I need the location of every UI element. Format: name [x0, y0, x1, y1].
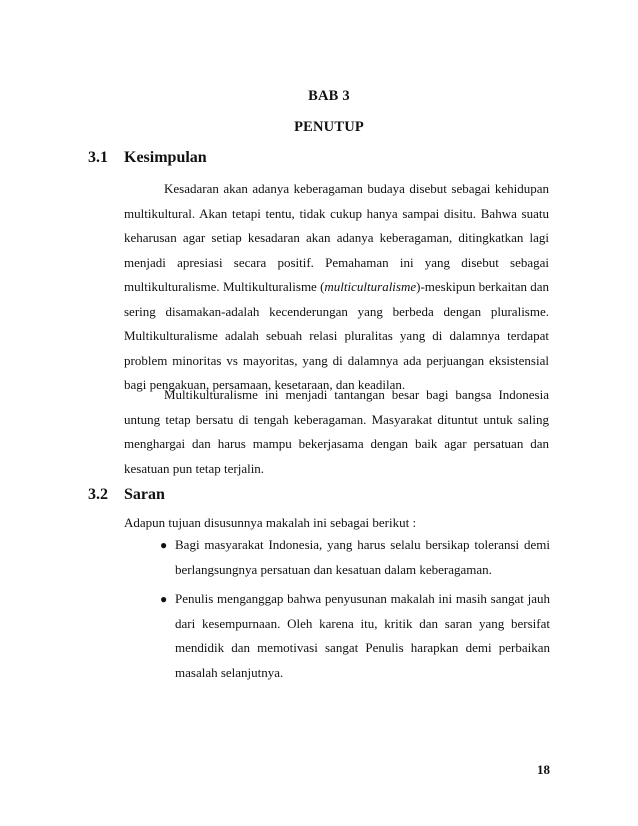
conclusion-p1-text-b: )-meskipun berkaitan dan sering disamakan-adalah kecenderungan yang berbeda dengan pluralisme. Multikulturalisme adalah sebuah relasi pluralitas yang di dalamnya terdapat problem minoritas vs mayoritas, yang di dalamnya ada perjuangan eksistensial bagi pengakuan, persamaan, kesetaraan, dan keadilan. [124, 279, 549, 392]
chapter-title: PENUTUP [294, 119, 364, 135]
bullet-icon: ● [160, 538, 168, 552]
list-item [160, 533, 550, 582]
section-number-saran: 3.2 [88, 486, 108, 503]
conclusion-paragraph-1 [124, 177, 549, 398]
conclusion-paragraph-2: Multikulturalisme ini menjadi tantangan besar bagi bangsa Indonesia untung tetap bersatu di tengah keberagaman. Masyarakat dituntut untuk saling menghargai dan harus mampu bekerjasama dengan baik agar persatuan dan kesatuan pun tetap terjalin. [124, 387, 549, 476]
bullet-text: Bagi masyarakat Indonesia, yang harus selalu bersikap toleransi demi berlangsungnya persatuan dan kesatuan dalam keberagaman. [175, 537, 550, 577]
section-heading-saran: Saran [124, 486, 165, 503]
bullet-icon: ● [160, 592, 168, 606]
saran-intro [124, 511, 549, 536]
chapter-label: BAB 3 [308, 88, 350, 104]
conclusion-text-2 [124, 383, 549, 481]
conclusion-p1-italic-term: multiculturalisme [324, 279, 417, 294]
bullet-text: Penulis menganggap bahwa penyusunan makalah ini masih sangat jauh dari kesempurnaan. Oleh karena itu, kritik dan saran yang bersifat mendidik dan memotivasi sangat Penulis harapkan demi perbaikan masalah selanjutnya. [175, 591, 550, 680]
list-item [160, 587, 550, 685]
conclusion-text [124, 177, 549, 398]
section-number-kesimpulan: 3.1 [88, 149, 108, 166]
saran-intro-text: Adapun tujuan disusunnya makalah ini sebagai berikut : [124, 515, 417, 530]
conclusion-p1-text-a: Kesadaran akan adanya keberagaman budaya disebut sebagai kehidupan multikultural. Akan tetapi tentu, tidak cukup hanya sampai disitu. Bahwa suatu keharusan agar setiap kesadaran akan adanya keberagaman, ditingkatkan lagi menjadi apresiasi secara positif. Pemahaman ini yang disebut sebagai multikulturalisme. Multikulturalisme ( [124, 181, 549, 294]
saran-bullet-list [160, 533, 550, 690]
page-number: 18 [537, 762, 550, 777]
section-heading-kesimpulan: Kesimpulan [124, 149, 207, 166]
